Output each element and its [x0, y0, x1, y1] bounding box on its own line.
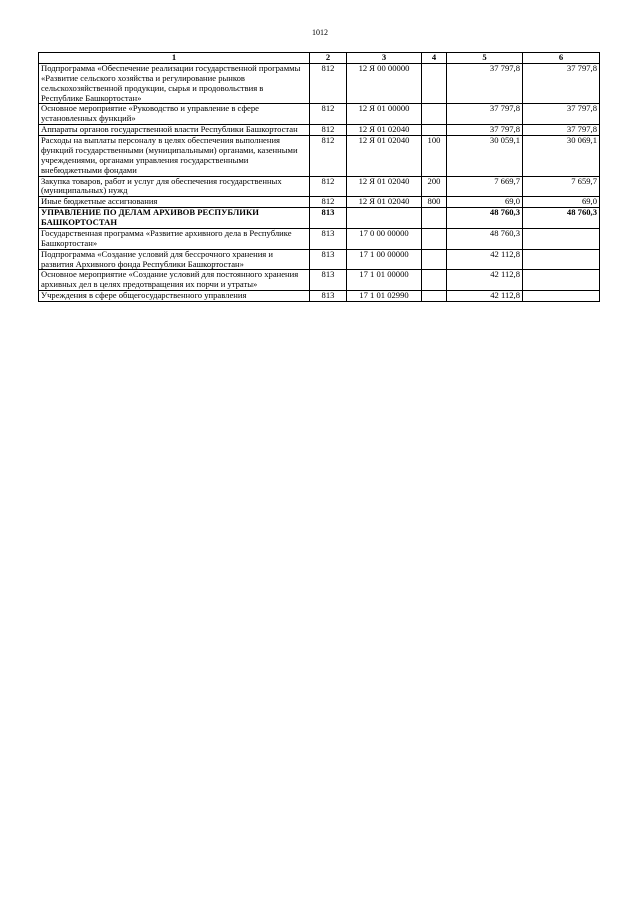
row-sum1-cell: 7 669,7: [447, 176, 523, 197]
row-vr-cell: [422, 63, 447, 104]
row-sum1-cell: 37 797,8: [447, 104, 523, 125]
row-name-cell: Основное мероприятие «Создание условий для постоянного хранения архивных дел в целях предотвращения их порчи и утраты»: [39, 270, 310, 291]
row-sum2-cell: [523, 249, 600, 270]
column-header: 5: [447, 53, 523, 64]
row-name-cell: Подпрограмма «Создание условий для бессрочного хранения и развития Архивного фонда Республики Башкортостан»: [39, 249, 310, 270]
column-header: 3: [347, 53, 422, 64]
row-vr-cell: [422, 291, 447, 302]
row-csr-cell: 17 1 01 00000: [347, 270, 422, 291]
row-csr-cell: 12 Я 01 00000: [347, 104, 422, 125]
row-sum2-cell: 37 797,8: [523, 125, 600, 136]
row-name-cell: Подпрограмма «Обеспечение реализации государственной программы «Развитие сельского хозяйства и регулирование рынков сельскохозяйственной продукции, сырья и продовольствия в Республике Башкортостан»: [39, 63, 310, 104]
row-ved-cell: 813: [310, 291, 347, 302]
table-header-row: [39, 53, 600, 64]
row-csr-cell: 17 0 00 00000: [347, 228, 422, 249]
row-name-cell: Основное мероприятие «Руководство и управление в сфере установленных функций»: [39, 104, 310, 125]
row-sum1-cell: 48 760,3: [447, 208, 523, 229]
row-ved-cell: 813: [310, 228, 347, 249]
row-vr-cell: [422, 249, 447, 270]
row-vr-cell: 200: [422, 176, 447, 197]
table-row: [39, 228, 600, 249]
row-name-cell: Иные бюджетные ассигнования: [39, 197, 310, 208]
table-row: [39, 104, 600, 125]
row-ved-cell: 812: [310, 197, 347, 208]
table-row: [39, 63, 600, 104]
column-header: 4: [422, 53, 447, 64]
row-sum2-cell: 7 659,7: [523, 176, 600, 197]
row-name-cell: УПРАВЛЕНИЕ ПО ДЕЛАМ АРХИВОВ РЕСПУБЛИКИ БАШКОРТОСТАН: [39, 208, 310, 229]
row-sum2-cell: 37 797,8: [523, 104, 600, 125]
row-csr-cell: 12 Я 01 02040: [347, 197, 422, 208]
row-vr-cell: [422, 228, 447, 249]
row-sum2-cell: 37 797,8: [523, 63, 600, 104]
table-row: [39, 197, 600, 208]
row-csr-cell: 12 Я 00 00000: [347, 63, 422, 104]
row-csr-cell: 12 Я 01 02040: [347, 125, 422, 136]
row-csr-cell: 17 1 00 00000: [347, 249, 422, 270]
row-ved-cell: 813: [310, 270, 347, 291]
column-header: 2: [310, 53, 347, 64]
row-sum2-cell: 69,0: [523, 197, 600, 208]
budget-table: [38, 52, 600, 302]
row-name-cell: Аппараты органов государственной власти Республики Башкортостан: [39, 125, 310, 136]
column-header: 1: [39, 53, 310, 64]
row-vr-cell: 100: [422, 136, 447, 177]
row-sum1-cell: 42 112,8: [447, 270, 523, 291]
row-csr-cell: [347, 208, 422, 229]
page-number: 1012: [312, 28, 328, 37]
row-csr-cell: 12 Я 01 02040: [347, 136, 422, 177]
row-name-cell: Расходы на выплаты персоналу в целях обеспечения выполнения функций государственными (муниципальными) органами, казенными учреждениями, органами управления государственными внебюджетными фондами: [39, 136, 310, 177]
row-sum1-cell: 30 059,1: [447, 136, 523, 177]
row-vr-cell: [422, 125, 447, 136]
table-row: [39, 176, 600, 197]
row-csr-cell: 17 1 01 02990: [347, 291, 422, 302]
row-sum1-cell: 48 760,3: [447, 228, 523, 249]
row-ved-cell: 813: [310, 208, 347, 229]
row-ved-cell: 812: [310, 136, 347, 177]
row-sum1-cell: 37 797,8: [447, 63, 523, 104]
row-sum1-cell: 69,0: [447, 197, 523, 208]
table-row: [39, 249, 600, 270]
row-sum2-cell: [523, 270, 600, 291]
row-ved-cell: 812: [310, 125, 347, 136]
row-ved-cell: 812: [310, 63, 347, 104]
row-sum2-cell: 48 760,3: [523, 208, 600, 229]
row-vr-cell: [422, 104, 447, 125]
table-row-section-total: [39, 208, 600, 229]
table-row: [39, 270, 600, 291]
row-ved-cell: 812: [310, 176, 347, 197]
row-sum2-cell: [523, 291, 600, 302]
row-sum2-cell: 30 069,1: [523, 136, 600, 177]
row-name-cell: Государственная программа «Развитие архивного дела в Республике Башкортостан»: [39, 228, 310, 249]
table-row: [39, 136, 600, 177]
row-sum1-cell: 42 112,8: [447, 249, 523, 270]
row-name-cell: Закупка товаров, работ и услуг для обеспечения государственных (муниципальных) нужд: [39, 176, 310, 197]
row-sum2-cell: [523, 228, 600, 249]
table-row: [39, 291, 600, 302]
table-row: [39, 125, 600, 136]
column-header: 6: [523, 53, 600, 64]
row-sum1-cell: 37 797,8: [447, 125, 523, 136]
row-sum1-cell: 42 112,8: [447, 291, 523, 302]
row-vr-cell: 800: [422, 197, 447, 208]
row-ved-cell: 813: [310, 249, 347, 270]
row-name-cell: Учреждения в сфере общегосударственного управления: [39, 291, 310, 302]
row-csr-cell: 12 Я 01 02040: [347, 176, 422, 197]
row-ved-cell: 812: [310, 104, 347, 125]
row-vr-cell: [422, 208, 447, 229]
row-vr-cell: [422, 270, 447, 291]
